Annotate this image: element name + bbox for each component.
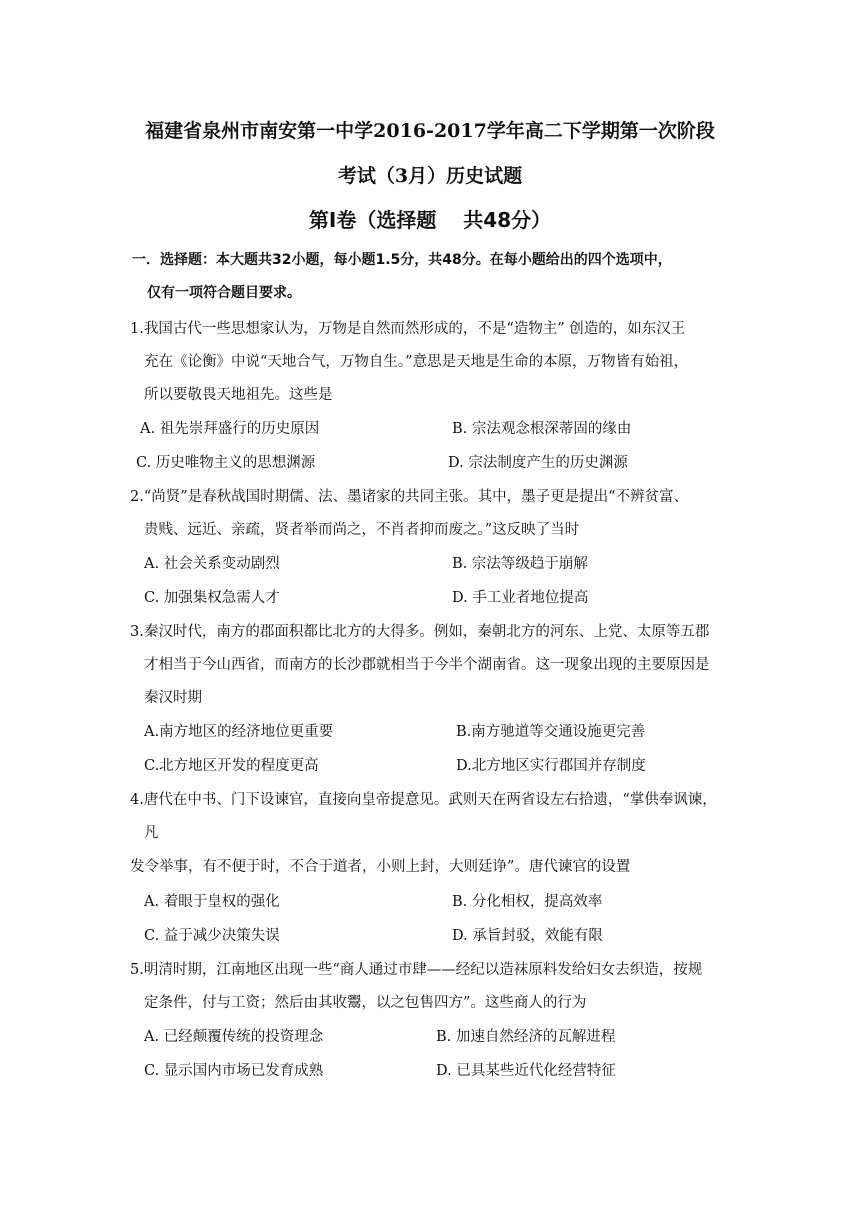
question-4-option-d[interactable]: D. 承旨封驳，效能有限	[452, 928, 603, 944]
volume-title: 第Ⅰ卷（选择题 共48分）	[308, 208, 552, 232]
question-2-option-b[interactable]: B. 宗法等级趋于崩解	[452, 556, 588, 572]
question-2-line-1: 2.“尚贤”是春秋战国时期儒、法、墨诸家的共同主张。其中，墨子更是提出“不辨贫富、	[130, 489, 689, 505]
question-3-line-3: 秦汉时期	[144, 690, 202, 706]
exam-title-line-2: 考试（3月）历史试题	[337, 165, 523, 187]
question-5-option-b[interactable]: B. 加速自然经济的瓦解进程	[436, 1029, 616, 1045]
question-1-line-3: 所以要敬畏天地祖先。这些是	[144, 387, 333, 403]
question-4-option-b[interactable]: B. 分化相权，提高效率	[452, 894, 603, 910]
question-4-line-1: 4.唐代在中书、门下设谏官，直接向皇帝提意见。武则天在两省设左右拾遗，“掌供奉讽谏，	[130, 792, 717, 808]
question-1-line-2: 充在《论衡》中说“天地合气，万物自生。”意思是天地是生命的本原，万物皆有始祖，	[144, 354, 689, 370]
question-2-option-d[interactable]: D. 手工业者地位提高	[452, 590, 589, 606]
question-3-option-b[interactable]: B.南方驰道等交通设施更完善	[456, 724, 646, 740]
question-3-line-2: 才相当于今山西省，而南方的长沙郡就相当于今半个湖南省。这一现象出现的主要原因是	[144, 657, 710, 673]
question-3-line-1: 3.秦汉时代，南方的郡面积都比北方的大得多。例如，秦朝北方的河东、上党、太原等五郡	[130, 624, 710, 640]
question-3-option-d[interactable]: D.北方地区实行郡国并存制度	[456, 758, 646, 774]
exam-title-line-1: 福建省泉州市南安第一中学2016-2017学年高二下学期第一次阶段	[145, 120, 715, 142]
question-2-option-a[interactable]: A. 社会关系变动剧烈	[144, 556, 280, 572]
question-1-option-a[interactable]: A. 祖先崇拜盛行的历史原因	[140, 421, 320, 437]
question-5-option-c[interactable]: C. 显示国内市场已发育成熟	[144, 1063, 324, 1079]
question-1-option-b[interactable]: B. 宗法观念根深蒂固的缘由	[452, 421, 632, 437]
question-4-line-3: 发令举事，有不便于时，不合于道者，小则上封，大则廷诤”。唐代谏官的设置	[130, 859, 631, 875]
question-1-option-c[interactable]: C. 历史唯物主义的思想渊源	[136, 455, 316, 471]
question-5-option-d[interactable]: D. 已具某些近代化经营特征	[436, 1063, 616, 1079]
question-4-option-c[interactable]: C. 益于减少决策失误	[144, 928, 280, 944]
question-5-line-2: 定条件，付与工资；然后由其收鬻，以之包售四方”。这些商人的行为	[144, 995, 587, 1011]
question-5-line-1: 5.明清时期，江南地区出现一些“商人通过市肆——经纪以造袜原料发给妇女去织造，按规	[130, 962, 703, 978]
section-instruction-line-2: 仅有一项符合题目要求。	[147, 285, 301, 301]
section-instruction-line-1: 一．选择题：本大题共32小题，每小题1.5分，共48分。在每小题给出的四个选项中，	[132, 252, 672, 268]
question-2-line-2: 贵贱、远近、亲疏，贤者举而尚之，不肖者抑而废之。”这反映了当时	[144, 522, 580, 538]
question-3-option-a[interactable]: A.南方地区的经济地位更重要	[144, 724, 334, 740]
question-5-option-a[interactable]: A. 已经颠覆传统的投资理念	[144, 1029, 324, 1045]
question-1-option-d[interactable]: D. 宗法制度产生的历史渊源	[448, 455, 628, 471]
question-4-line-2: 凡	[144, 825, 159, 841]
question-3-option-c[interactable]: C.北方地区开发的程度更高	[144, 758, 319, 774]
question-2-option-c[interactable]: C. 加强集权急需人才	[144, 590, 280, 606]
question-4-option-a[interactable]: A. 着眼于皇权的强化	[144, 894, 280, 910]
question-1-line-1: 1.我国古代一些思想家认为，万物是自然而然形成的，不是“造物主” 创造的，如东汉王	[130, 321, 686, 337]
